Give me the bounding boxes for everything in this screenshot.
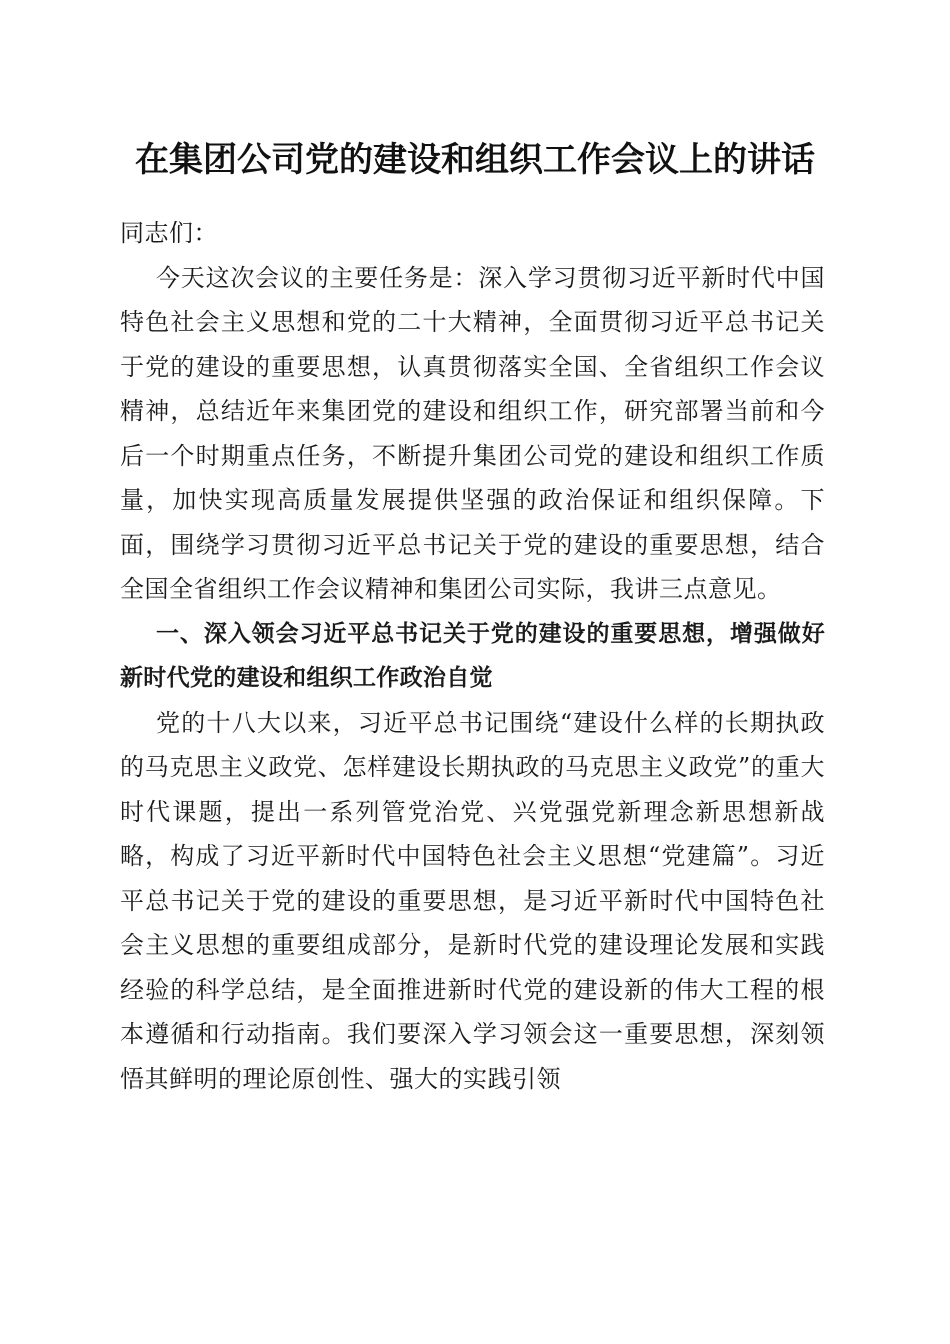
intro-paragraph: 今天这次会议的主要任务是：深入学习贯彻习近平新时代中国特色社会主义思想和党的二十大精神，全面贯彻习近平总书记关于党的建设的重要思想，认真贯彻落实全国、全省组织工作会议精神，总结近年来集团党的建设和组织工作，研究部署当前和今后一个时期重点任务，不断提升集团公司党的建设和组织工作质量，加快实现高质量发展提供坚强的政治保证和组织保障。下面，围绕学习贯彻习近平总书记关于党的建设的重要思想，结合全国全省组织工作会议精神和集团公司实际，我讲三点意见。 [120, 263, 825, 603]
document-body [120, 211, 825, 1101]
document-title: 在集团公司党的建设和组织工作会议上的讲话 [135, 140, 815, 180]
section-heading: 一、深入领会习近平总书记关于党的建设的重要思想，增强做好新时代党的建设和组织工作政治自觉 [120, 620, 825, 691]
section-paragraph: 党的十八大以来，习近平总书记围绕“建设什么样的长期执政的马克思主义政党、怎样建设长期执政的马克思主义政党”的重大时代课题，提出一系列管党治党、兴党强党新理念新思想新战略，构成了习近平新时代中国特色社会主义思想“党建篇”。习近平总书记关于党的建设的重要思想，是习近平新时代中国特色社会主义思想的重要组成部分，是新时代党的建设理论发展和实践经验的科学总结，是全面推进新时代党的建设新的伟大工程的根本遵循和行动指南。我们要深入学习领会这一重要思想，深刻领悟其鲜明的理论原创性、强大的实践引领 [120, 708, 825, 1093]
salutation: 同志们： [120, 219, 218, 247]
